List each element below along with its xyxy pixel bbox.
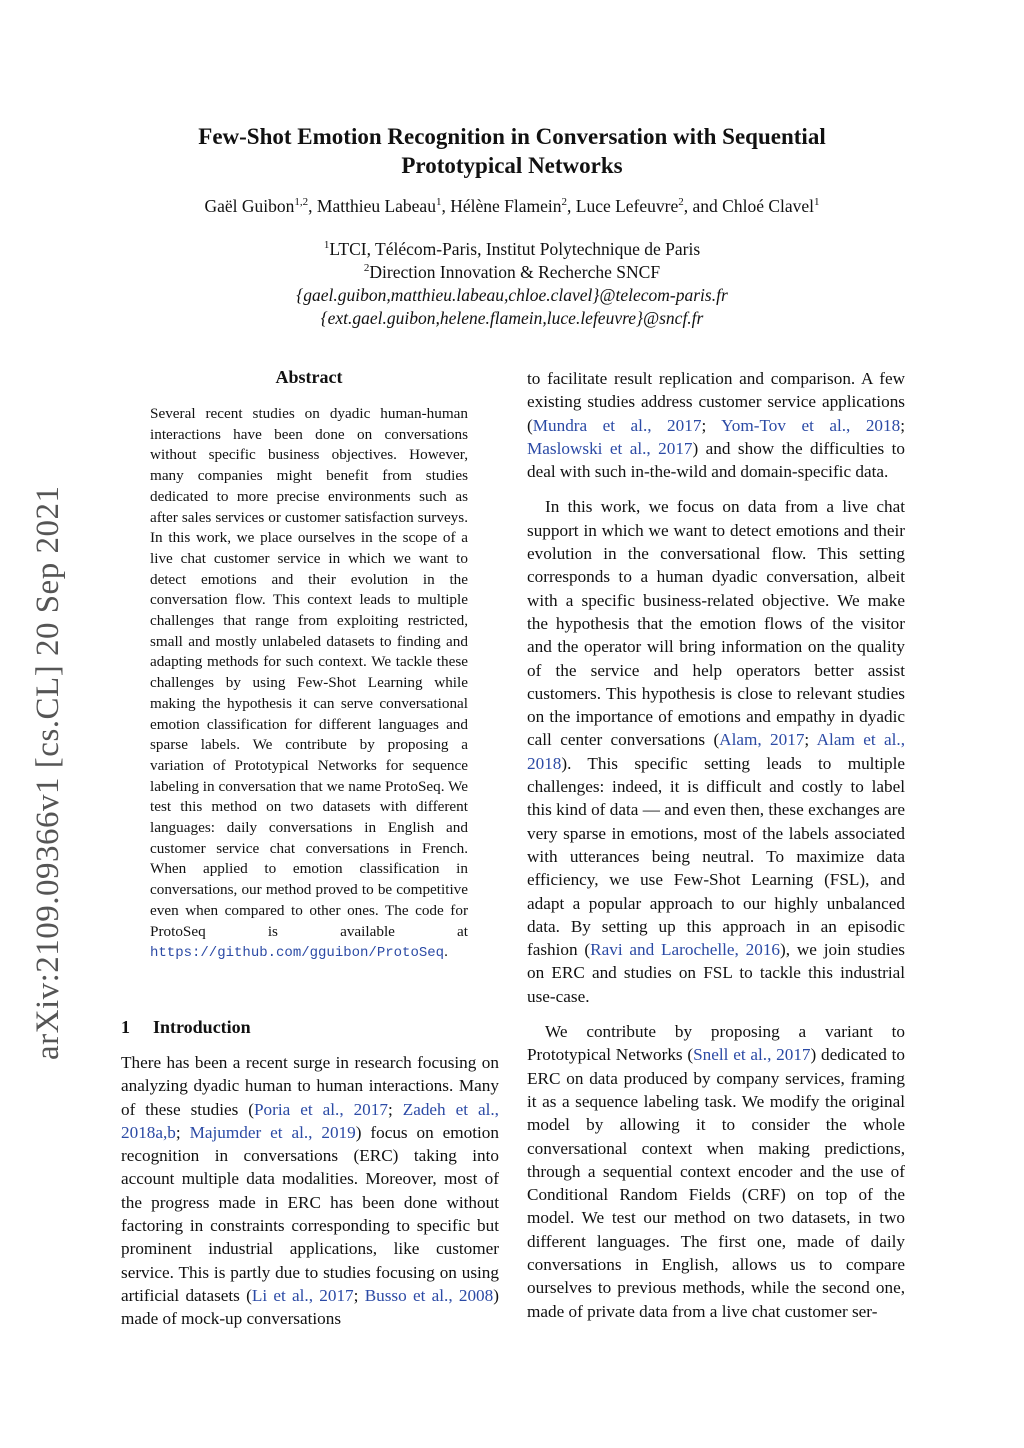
arxiv-stamp: arXiv:2109.09366v1 [cs.CL] 20 Sep 2021 bbox=[30, 485, 66, 1060]
intro-left-column bbox=[121, 1051, 499, 1331]
section-heading-introduction bbox=[121, 1017, 251, 1038]
right-paragraph-2: In this work, we focus on data from a live chat support in which we want to detect emotions and their evolution in the conversational flow. This setting corresponds to a human dyadic conversation, albeit with a specific business-related objective. We make the hypothesis that the emotion flows of the visitor and the operator will bring information on the quality of the service and help operators better assist customers. This hypothesis is close to relevant studies on the importance of emotions and empathy in dyadic call center conversations (Alam, 2017; Alam et al., 2018). This specific setting leads to multiple challenges: indeed, it is difficult and costly to label this kind of data — and even then, these exchanges are very sparse in emotions, most of the labels associated with utterances being neutral. To maximize data efficiency, we use Few-Shot Learning (FSL), and adapt a popular approach to our highly unbalanced data. By setting up this approach in an episodic fashion (Ravi and Larochelle, 2016), we join studies on ERC and studies on FSL to tackle this industrial use-case. bbox=[527, 497, 905, 1006]
citation-link[interactable]: Yom-Tov et al., 2018 bbox=[721, 415, 901, 435]
section-number: 1 bbox=[121, 1017, 130, 1037]
abstract-text: Several recent studies on dyadic human-human interactions have been done on conversations without specific business objectives. However, many companies might benefit from studies dedicated to more precise environments such as after sales services or customer satisfaction surveys. In this work, we place ourselves in the scope of a live chat customer service in which we want to detect emotions and their evolution in the conversation flow. This context leads to multiple challenges that range from exploiting restricted, small and mostly unlabeled datasets to finding and adapting methods for such context. We tackle these challenges by using Few-Shot Learning while making the hypothesis it can serve conversational emotion classification for different languages and sparse labels. We contribute by proposing a variation of Prototypical Networks for sequence labeling in conversation that we name ProtoSeq. We test this method on two datasets with different languages: daily conversations in English and customer service chat conversations in French. When applied to emotion classification in conversations, our method proved to be competitive even when compared to other ones. The code for ProtoSeq is available at bbox=[150, 405, 468, 940]
author-affil-mark: 1 bbox=[435, 196, 442, 209]
author-affil-mark: 1 bbox=[814, 196, 820, 209]
citation-link[interactable]: Majumder et al., 2019 bbox=[189, 1122, 356, 1142]
citation-link[interactable]: Poria et al., 2017 bbox=[254, 1099, 388, 1119]
author-name: Hélène Flamein bbox=[450, 196, 562, 216]
citation-link[interactable]: Zadeh et al., 2018a,b bbox=[121, 1099, 499, 1142]
citation-link[interactable]: Maslowski et al., 2017 bbox=[527, 438, 693, 458]
section-title: Introduction bbox=[153, 1017, 251, 1037]
intro-paragraph-1: There has been a recent surge in research focusing on analyzing dyadic human to human interactions. Many of these studies (Poria et al., 2017; Zadeh et al., 2018a,b; Majumder et al., 2019) focus on emotion recognition in conversations (ERC) taking into account multiple data modalities. Moreover, most of the progress made in ERC has been done without factoring in constraints corresponding to specific but prominent industrial applications, like customer service. This is partly due to studies focusing on using artificial datasets (Li et al., 2017; Busso et al., 2008) made of mock-up conversations bbox=[121, 1053, 499, 1329]
email-line-1: {gael.guibon,matthieu.labeau,chloe.clavel}@telecom-paris.fr bbox=[296, 285, 728, 305]
code-link[interactable]: https://github.com/gguibon/ProtoSeq bbox=[150, 945, 445, 962]
paper-title bbox=[0, 122, 1024, 180]
author-name: Matthieu Labeau bbox=[316, 196, 436, 216]
citation-link[interactable]: Mundra et al., 2017 bbox=[532, 415, 702, 435]
abstract-body: Several recent studies on dyadic human-human interactions have been done on conversations without specific business objectives. However, many companies might benefit from studies dedicated to more precise environments such as after sales services or customer satisfaction surveys. In this work, we place ourselves in the scope of a live chat customer service in which we want to detect emotions and their evolution in the conversation flow. This context leads to multiple challenges that range from exploiting restricted, small and mostly unlabeled datasets to finding and adapting methods for such context. We tackle these challenges by using Few-Shot Learning while making the hypothesis it can serve conversational emotion classification for different languages and sparse labels. We contribute by proposing a variation of Prototypical Networks for sequence labeling in conversation that we name ProtoSeq. We test this method on two datasets with different languages: daily conversations in English and customer service chat conversations in French. When applied to emotion classification in conversations, our method proved to be competitive even when compared to other ones. The code for ProtoSeq is available at https://github.com/gguibon/ProtoSeq. bbox=[150, 405, 468, 962]
title-line-2: Prototypical Networks bbox=[401, 153, 623, 178]
right-column bbox=[527, 367, 905, 1335]
title-line-1: Few-Shot Emotion Recognition in Conversation with Sequential bbox=[198, 124, 826, 149]
abstract-heading: Abstract bbox=[275, 367, 343, 387]
affiliation-1: $^1$LTCI, Télécom-Paris, Institut Polytechnique de Paris bbox=[323, 239, 701, 259]
right-paragraph-3: We contribute by proposing a variant to Prototypical Networks (Snell et al., 2017) dedicated to ERC on data produced by company services, framing it as a sequence labeling task. We modify the original model by allowing it to consider the whole conversational context when making predictions, through a sequential context encoder and the use of Conditional Random Fields (CRF) on top of the model. We test our method on two datasets, in two different languages. The first one, made of daily conversations in English, allows us to compare ourselves to previous methods, while the second one, made of private data from a live chat customer ser- bbox=[527, 1022, 905, 1321]
citation-link[interactable]: Ravi and Larochelle, 2016 bbox=[590, 940, 781, 960]
citation-link[interactable]: Alam, 2017 bbox=[719, 730, 805, 750]
citation-link[interactable]: Li et al., 2017 bbox=[251, 1285, 354, 1305]
author-affil-mark: 2 bbox=[561, 196, 567, 209]
affiliation-2: $^2$Direction Innovation & Recherche SNCF bbox=[363, 262, 661, 282]
citation-link[interactable]: Busso et al., 2008 bbox=[364, 1285, 494, 1305]
author-name: Luce Lefeuvre bbox=[575, 196, 679, 216]
author-list: Gaël Guibon$^{1,2}$, Matthieu Labeau$^1$, Hélène Flamein$^2$, Luce Lefeuvre$^2$, and Chloé Clavel$^1$ bbox=[204, 196, 820, 216]
author-affil-mark: 1,2 bbox=[294, 196, 309, 209]
author-name: Gaël Guibon bbox=[204, 196, 295, 216]
right-paragraph-1: to facilitate result replication and comparison. A few existing studies address customer service applications (Mundra et al., 2017; Yom-Tov et al., 2018; Maslowski et al., 2017) and show the difficulties to deal with such in-the-wild and domain-specific data. bbox=[527, 369, 906, 482]
author-name: Chloé Clavel bbox=[722, 196, 815, 216]
author-affil-mark: 2 bbox=[678, 196, 684, 209]
email-line-2: {ext.gael.guibon,helene.flamein,luce.lefeuvre}@sncf.fr bbox=[320, 308, 704, 328]
citation-link[interactable]: Snell et al., 2017 bbox=[693, 1045, 811, 1065]
citation-link[interactable]: Alam et al., 2018 bbox=[527, 730, 905, 773]
affiliations bbox=[0, 238, 1024, 330]
